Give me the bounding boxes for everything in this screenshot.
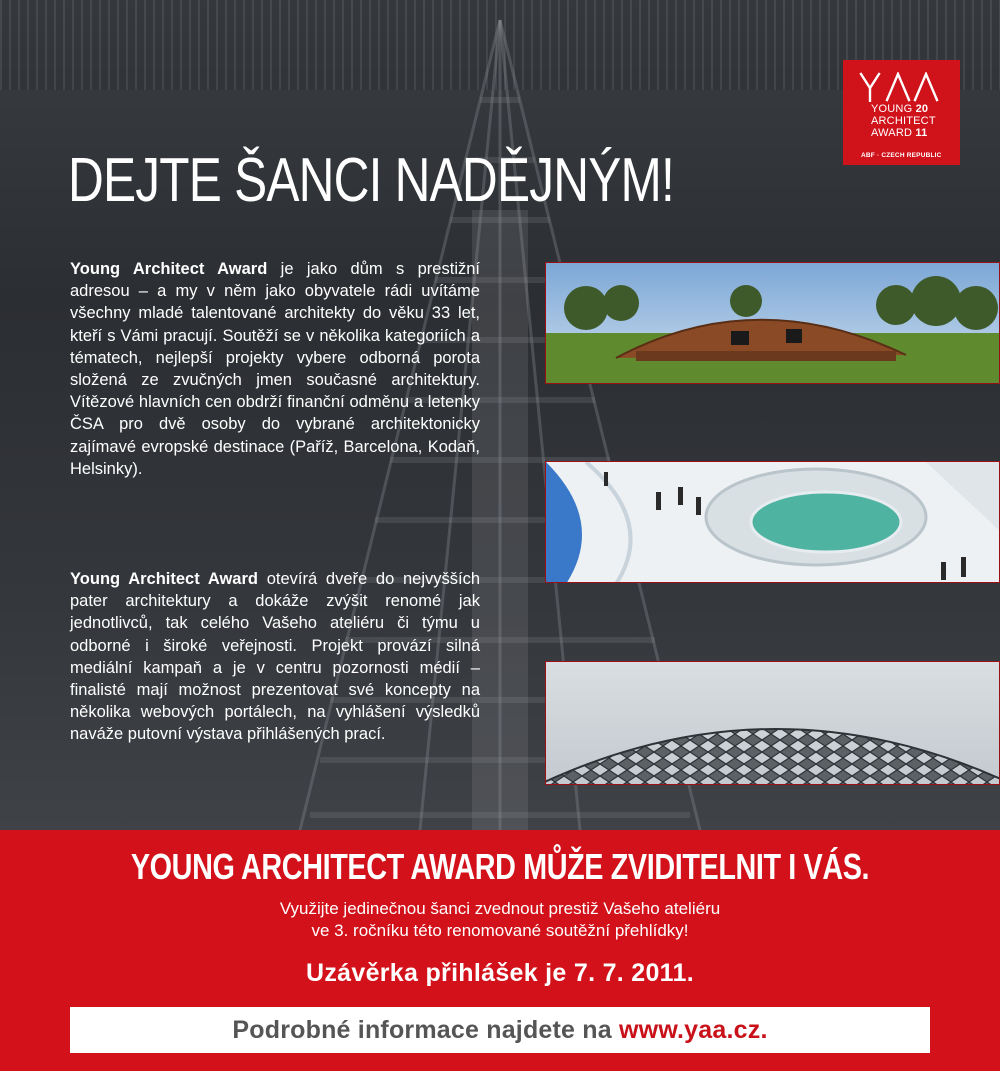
yaa-logo: [843, 60, 960, 165]
logo-footer: ABF · CZECH REPUBLIC: [861, 152, 942, 159]
call-to-action-band: [0, 830, 1000, 1071]
second-lead: Young Architect Award: [70, 570, 258, 588]
cta-subtext-line2: ve 3. ročníku této renomované soutěžní přehlídky!: [311, 921, 689, 940]
logo-number-11: 11: [915, 127, 928, 139]
second-paragraph: [70, 568, 480, 746]
info-text: Podrobné informace najdete na: [232, 1016, 620, 1044]
deadline-text: Uzávěrka přihlášek je 7. 7. 2011.: [306, 959, 694, 987]
second-text: otevírá dveře do nejvyšších pater architektury a dokáže zvýšit renomé jak jednotlivců, tak celého Vašeho ateliéru či týmu u odborné i široké veřejnosti. Projekt provází silná mediální kampaň a je v centru pozornosti médií – finalisté mají možnost prezentovat své koncepty na několika webových portálech, na vyhlášení výsledků naváže putovní výstava přihlášených prací.: [70, 570, 481, 744]
logo-young: YOUNG: [871, 103, 913, 115]
website-link[interactable]: www.yaa.cz.: [619, 1016, 768, 1044]
intro-lead: Young Architect Award: [70, 260, 268, 278]
cta-subtext-line1: Využijte jedinečnou šanci zvednout prestiž Vašeho ateliéru: [279, 899, 721, 918]
cta-headline: YOUNG ARCHITECT AWARD MŮŽE ZVIDITELNIT I VÁS.: [130, 846, 870, 887]
logo-award: AWARD: [871, 127, 913, 139]
photo-dome-house: [545, 262, 1000, 384]
photo-glass-dome: [545, 661, 1000, 785]
intro-paragraph: [70, 258, 480, 480]
intro-text: je jako dům s prestižní adresou – a my v něm jako obyvatele rádi uvítáme všechny mladé talentované architekty do věku 33 let, kteří s Vámi pracují. Soutěží se v několika kategoriích a tématech, nejlepší projekty vybere odborná porota složená ze zvučných jmen současné architektury. Vítězové hlavních cen obdrží finanční odměnu a letenky ČSA pro dvě osoby do vybrané architektonicky zajímavé evropské destinace (Paříž, Barcelona, Kodaň, Helsinky).: [70, 260, 480, 478]
info-box: [70, 1007, 930, 1053]
logo-number-20: 20: [915, 103, 929, 115]
photo-white-interior: [545, 461, 1000, 583]
yaa-logo-mark-icon: [859, 72, 945, 102]
logo-architect: ARCHITECT: [871, 115, 936, 127]
page-headline: DEJTE ŠANCI NADĚJNÝM!: [68, 146, 675, 215]
cta-subtext: [0, 898, 1000, 942]
